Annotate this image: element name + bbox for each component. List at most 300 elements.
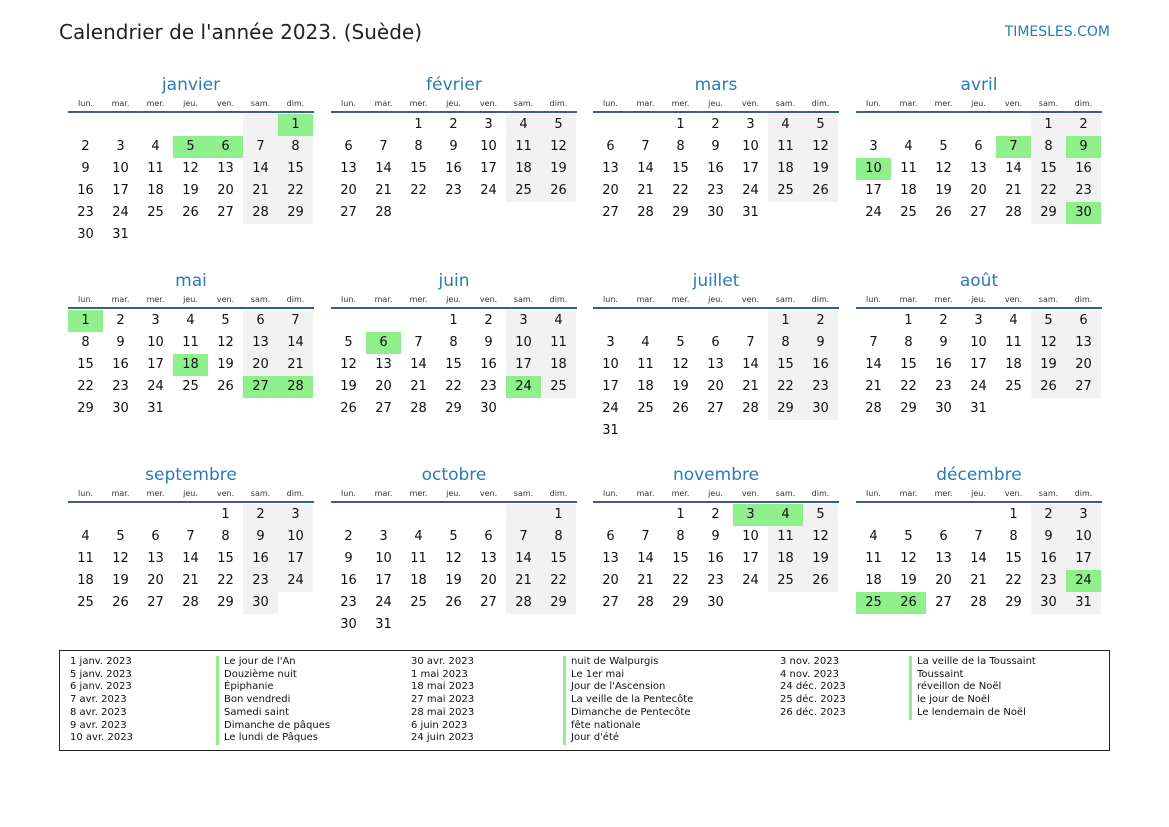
legend-date: 18 mai 2023: [411, 681, 475, 693]
day-cell: 15: [445, 357, 462, 372]
day-cell: 23: [803, 376, 838, 398]
day-cell: 17: [506, 354, 541, 376]
day-cell: 13: [970, 161, 987, 176]
weekday-label: mer.: [146, 99, 165, 108]
holiday-day-cell: 6: [366, 332, 401, 354]
day-cell: 15: [672, 551, 689, 566]
day-cell: 22: [1031, 180, 1066, 202]
day-cell: 6: [1066, 310, 1101, 332]
weekday-label: ven.: [1004, 489, 1023, 498]
day-grid: [856, 504, 1102, 614]
day-cell: 9: [344, 551, 353, 566]
day-cell: 20: [1066, 354, 1101, 376]
day-cell: 6: [484, 529, 493, 544]
day-cell: 21: [1005, 183, 1022, 198]
legend-holiday-name: Le 1er mai: [571, 668, 625, 680]
day-cell: 9: [116, 335, 125, 350]
day-cell: 9: [81, 161, 90, 176]
day-cell: 1: [768, 310, 803, 332]
month-11: [856, 465, 1102, 614]
day-cell: 5: [904, 529, 913, 544]
day-cell: 20: [375, 379, 392, 394]
day-cell: 25: [506, 180, 541, 202]
weekday-label: mar.: [636, 295, 655, 304]
day-cell: 6: [344, 139, 353, 154]
empty-day-cell: [366, 310, 401, 332]
day-cell: 26: [112, 595, 129, 610]
legend-holiday-name: fête nationale: [571, 719, 641, 731]
legend-date: 3 nov. 2023: [780, 656, 839, 667]
day-cell: 24: [742, 183, 759, 198]
day-cell: 23: [1066, 180, 1101, 202]
weekday-label: jeu.: [708, 295, 723, 304]
legend-dates-col-1: [70, 656, 133, 745]
day-cell: 24: [112, 205, 129, 220]
day-cell: 1: [904, 313, 913, 328]
day-cell: 2: [344, 529, 353, 544]
day-grid: [331, 114, 577, 224]
day-cell: 27: [147, 595, 164, 610]
empty-day-cell: [926, 504, 961, 526]
weekday-header: [331, 99, 577, 113]
legend-date: 27 mai 2023: [411, 694, 475, 706]
day-cell: 16: [1031, 548, 1066, 570]
day-cell: 14: [637, 551, 654, 566]
day-cell: 3: [606, 335, 615, 350]
day-cell: 26: [803, 570, 838, 592]
day-cell: 21: [410, 379, 427, 394]
day-cell: 16: [243, 548, 278, 570]
day-cell: 16: [340, 573, 357, 588]
day-cell: 8: [221, 529, 230, 544]
day-cell: 19: [217, 357, 234, 372]
day-cell: 26: [1031, 376, 1066, 398]
month-6: [593, 271, 839, 442]
day-cell: 16: [1066, 158, 1101, 180]
day-cell: 10: [602, 357, 619, 372]
day-cell: 4: [186, 313, 195, 328]
legend-dates-col-2: [411, 656, 474, 745]
day-cell: 17: [480, 161, 497, 176]
empty-day-cell: [401, 504, 436, 526]
day-cell: 21: [865, 379, 882, 394]
day-cell: 17: [1066, 548, 1101, 570]
day-cell: 3: [151, 313, 160, 328]
weekday-label: lun.: [341, 489, 356, 498]
day-cell: 16: [77, 183, 94, 198]
day-cell: 14: [243, 158, 278, 180]
day-cell: 12: [217, 335, 234, 350]
day-cell: 29: [768, 398, 803, 420]
day-cell: 25: [900, 205, 917, 220]
day-cell: 7: [641, 529, 650, 544]
day-cell: 2: [243, 504, 278, 526]
day-cell: 2: [1031, 504, 1066, 526]
day-cell: 27: [480, 595, 497, 610]
month-7: [856, 271, 1102, 420]
weekday-label: mer.: [146, 295, 165, 304]
legend-date: 24 déc. 2023: [780, 681, 846, 693]
legend-holiday-name: Toussaint: [917, 668, 964, 680]
day-cell: 22: [278, 180, 313, 202]
weekday-header: [593, 489, 839, 503]
weekday-header: [331, 295, 577, 309]
day-cell: 12: [1031, 332, 1066, 354]
day-cell: 25: [77, 595, 94, 610]
empty-day-cell: [68, 114, 103, 136]
day-cell: 29: [445, 401, 462, 416]
legend-names-col-3: [909, 656, 1036, 720]
weekday-label: sam.: [1038, 99, 1059, 108]
day-cell: 5: [939, 139, 948, 154]
day-cell: 5: [116, 529, 125, 544]
month-9: [331, 465, 577, 636]
day-cell: 15: [410, 161, 427, 176]
day-cell: 10: [742, 139, 759, 154]
day-cell: 10: [480, 139, 497, 154]
empty-day-cell: [961, 114, 996, 136]
weekday-label: mer.: [934, 99, 953, 108]
day-cell: 27: [707, 401, 724, 416]
day-cell: 13: [1066, 332, 1101, 354]
weekday-label: mar.: [111, 295, 130, 304]
day-cell: 16: [935, 357, 952, 372]
holiday-day-cell: 3: [733, 504, 768, 526]
weekday-label: lun.: [866, 99, 881, 108]
day-cell: 19: [1031, 354, 1066, 376]
legend-holiday-name: Épiphanie: [224, 681, 274, 693]
weekday-label: mer.: [146, 489, 165, 498]
day-cell: 23: [707, 183, 724, 198]
day-cell: 7: [641, 139, 650, 154]
day-cell: 19: [340, 379, 357, 394]
weekday-label: dim.: [811, 489, 830, 498]
legend-date: 6 janv. 2023: [70, 681, 132, 693]
day-cell: 13: [375, 357, 392, 372]
day-cell: 20: [707, 379, 724, 394]
day-cell: 24: [147, 379, 164, 394]
legend-holiday-name: Jour d'été: [571, 732, 620, 744]
empty-day-cell: [436, 504, 471, 526]
holiday-day-cell: 4: [768, 504, 803, 526]
day-cell: 25: [182, 379, 199, 394]
legend-holiday-name: Jour de l'Ascension: [571, 681, 666, 693]
empty-day-cell: [103, 504, 138, 526]
weekday-label: dim.: [286, 99, 305, 108]
day-cell: 16: [707, 551, 724, 566]
holiday-day-cell: 18: [173, 354, 208, 376]
weekday-label: jeu.: [971, 295, 986, 304]
legend-date: 1 mai 2023: [411, 668, 468, 680]
day-cell: 8: [676, 529, 685, 544]
day-cell: 7: [243, 136, 278, 158]
weekday-header: [593, 99, 839, 113]
day-cell: 21: [375, 183, 392, 198]
day-cell: 18: [147, 183, 164, 198]
weekday-label: dim.: [549, 99, 568, 108]
holiday-legend: [59, 650, 1110, 751]
day-cell: 13: [217, 161, 234, 176]
legend-holiday-name: Le lendemain de Noël: [917, 706, 1026, 718]
day-cell: 29: [77, 401, 94, 416]
day-cell: 22: [217, 573, 234, 588]
day-cell: 20: [970, 183, 987, 198]
day-cell: 7: [414, 335, 423, 350]
day-cell: 21: [970, 573, 987, 588]
day-cell: 18: [1005, 357, 1022, 372]
day-cell: 22: [445, 379, 462, 394]
day-cell: 31: [375, 617, 392, 632]
brand-link[interactable]: TIMESLES.COM: [1004, 24, 1110, 40]
weekday-label: jeu.: [183, 489, 198, 498]
day-cell: 1: [221, 507, 230, 522]
empty-day-cell: [856, 504, 891, 526]
day-cell: 14: [742, 357, 759, 372]
weekday-label: sam.: [250, 489, 271, 498]
weekday-label: mar.: [111, 489, 130, 498]
weekday-label: sam.: [513, 489, 534, 498]
weekday-label: sam.: [775, 99, 796, 108]
holiday-day-cell: 5: [173, 136, 208, 158]
day-cell: 25: [541, 376, 576, 398]
holiday-day-cell: 30: [1066, 202, 1101, 224]
day-cell: 28: [182, 595, 199, 610]
day-cell: 26: [541, 180, 576, 202]
empty-day-cell: [663, 310, 698, 332]
day-cell: 17: [147, 357, 164, 372]
weekday-label: jeu.: [708, 489, 723, 498]
day-cell: 17: [278, 548, 313, 570]
day-cell: 21: [742, 379, 759, 394]
day-cell: 31: [1066, 592, 1101, 614]
legend-holiday-name: Dimanche de pâques: [224, 719, 331, 731]
month-name: octobre: [421, 465, 487, 485]
weekday-label: jeu.: [708, 99, 723, 108]
day-cell: 22: [672, 573, 689, 588]
day-cell: 5: [803, 504, 838, 526]
day-cell: 28: [410, 401, 427, 416]
day-cell: 19: [445, 573, 462, 588]
weekday-label: lun.: [866, 295, 881, 304]
day-cell: 31: [602, 423, 619, 438]
day-cell: 29: [672, 205, 689, 220]
day-cell: 27: [602, 205, 619, 220]
day-cell: 23: [243, 570, 278, 592]
day-cell: 28: [742, 401, 759, 416]
day-cell: 16: [112, 357, 129, 372]
day-cell: 5: [449, 529, 458, 544]
day-cell: 6: [939, 529, 948, 544]
legend-date: 10 avr. 2023: [70, 732, 133, 744]
day-cell: 14: [865, 357, 882, 372]
month-name: mai: [175, 271, 207, 291]
day-cell: 2: [711, 117, 720, 132]
day-cell: 30: [243, 592, 278, 614]
day-cell: 29: [1031, 202, 1066, 224]
month-10: [593, 465, 839, 614]
day-cell: 25: [768, 180, 803, 202]
day-cell: 1: [1031, 114, 1066, 136]
day-cell: 10: [970, 335, 987, 350]
legend-date: 26 déc. 2023: [780, 706, 846, 718]
day-cell: 27: [375, 401, 392, 416]
day-cell: 12: [672, 357, 689, 372]
weekday-label: sam.: [1038, 489, 1059, 498]
weekday-label: dim.: [1074, 295, 1093, 304]
day-cell: 20: [340, 183, 357, 198]
day-cell: 11: [768, 526, 803, 548]
day-cell: 28: [243, 202, 278, 224]
day-cell: 11: [410, 551, 427, 566]
page-title: Calendrier de l'année 2023. (Suède): [59, 20, 422, 44]
day-cell: 21: [637, 573, 654, 588]
weekday-label: ven.: [1004, 99, 1023, 108]
day-grid: [856, 114, 1102, 224]
day-cell: 18: [541, 354, 576, 376]
day-cell: 26: [672, 401, 689, 416]
day-cell: 13: [935, 551, 952, 566]
month-name: novembre: [672, 465, 760, 485]
weekday-label: dim.: [286, 489, 305, 498]
day-cell: 13: [602, 161, 619, 176]
day-cell: 27: [602, 595, 619, 610]
day-cell: 1: [676, 507, 685, 522]
day-cell: 15: [541, 548, 576, 570]
day-cell: 2: [484, 313, 493, 328]
weekday-header: [68, 489, 314, 503]
weekday-label: dim.: [811, 295, 830, 304]
day-cell: 11: [900, 161, 917, 176]
day-cell: 18: [410, 573, 427, 588]
weekday-label: jeu.: [971, 99, 986, 108]
legend-holiday-name: le jour de Noël: [917, 694, 990, 706]
day-grid: [593, 310, 839, 442]
weekday-header: [856, 295, 1102, 309]
day-cell: 19: [900, 573, 917, 588]
weekday-header: [593, 295, 839, 309]
weekday-label: jeu.: [183, 99, 198, 108]
holiday-day-cell: 27: [243, 376, 278, 398]
weekday-label: mar.: [899, 295, 918, 304]
day-cell: 9: [711, 139, 720, 154]
day-grid: [68, 114, 314, 246]
legend-holiday-name: Douzième nuit: [224, 668, 297, 680]
day-cell: 12: [935, 161, 952, 176]
empty-day-cell: [628, 504, 663, 526]
empty-day-cell: [331, 114, 366, 136]
day-cell: 28: [637, 205, 654, 220]
day-cell: 14: [506, 548, 541, 570]
day-cell: 16: [480, 357, 497, 372]
weekday-label: mer.: [671, 489, 690, 498]
holiday-day-cell: 26: [891, 592, 926, 614]
day-cell: 22: [900, 379, 917, 394]
day-cell: 25: [147, 205, 164, 220]
weekday-label: mer.: [409, 99, 428, 108]
day-cell: 24: [480, 183, 497, 198]
day-cell: 23: [480, 379, 497, 394]
day-cell: 25: [768, 570, 803, 592]
day-cell: 25: [637, 401, 654, 416]
day-cell: 30: [803, 398, 838, 420]
weekday-label: sam.: [775, 295, 796, 304]
day-cell: 20: [935, 573, 952, 588]
empty-day-cell: [103, 114, 138, 136]
day-cell: 19: [112, 573, 129, 588]
day-cell: 14: [970, 551, 987, 566]
day-cell: 14: [410, 357, 427, 372]
day-grid: [856, 310, 1102, 420]
day-cell: 5: [676, 335, 685, 350]
empty-day-cell: [208, 114, 243, 136]
empty-day-cell: [138, 114, 173, 136]
empty-day-cell: [891, 504, 926, 526]
weekday-label: lun.: [603, 489, 618, 498]
empty-day-cell: [506, 504, 541, 526]
day-cell: 29: [541, 592, 576, 614]
weekday-label: mer.: [934, 295, 953, 304]
day-cell: 24: [865, 205, 882, 220]
day-cell: 20: [243, 354, 278, 376]
day-cell: 31: [742, 205, 759, 220]
legend-date: 8 avr. 2023: [70, 706, 127, 718]
day-cell: 22: [1005, 573, 1022, 588]
legend-holiday-name: Samedi saint: [224, 706, 290, 718]
day-cell: 9: [484, 335, 493, 350]
day-cell: 18: [506, 158, 541, 180]
day-cell: 26: [445, 595, 462, 610]
day-cell: 9: [1031, 526, 1066, 548]
day-cell: 6: [151, 529, 160, 544]
day-cell: 6: [606, 139, 615, 154]
legend-date: 4 nov. 2023: [780, 668, 839, 680]
weekday-label: dim.: [811, 99, 830, 108]
legend-names-col-2: [563, 656, 693, 745]
empty-day-cell: [593, 504, 628, 526]
day-cell: 7: [186, 529, 195, 544]
day-cell: 30: [707, 595, 724, 610]
month-name: mars: [694, 75, 738, 95]
day-cell: 26: [340, 401, 357, 416]
weekday-label: dim.: [549, 489, 568, 498]
legend-holiday-name: La veille de la Pentecôte: [571, 694, 694, 706]
weekday-label: ven.: [741, 489, 760, 498]
day-cell: 2: [116, 313, 125, 328]
day-cell: 21: [243, 180, 278, 202]
legend-date: 6 juin 2023: [411, 719, 468, 731]
day-cell: 31: [112, 227, 129, 242]
holiday-day-cell: 24: [1066, 570, 1101, 592]
day-cell: 11: [506, 136, 541, 158]
legend-date: 9 avr. 2023: [70, 719, 127, 731]
day-cell: 23: [112, 379, 129, 394]
day-cell: 10: [147, 335, 164, 350]
empty-day-cell: [856, 114, 891, 136]
weekday-label: mar.: [374, 99, 393, 108]
weekday-label: mar.: [899, 489, 918, 498]
month-5: [331, 271, 577, 420]
day-cell: 8: [449, 335, 458, 350]
day-cell: 11: [182, 335, 199, 350]
day-cell: 30: [77, 227, 94, 242]
day-cell: 3: [1066, 504, 1101, 526]
day-cell: 15: [217, 551, 234, 566]
day-cell: 16: [445, 161, 462, 176]
day-cell: 4: [768, 114, 803, 136]
day-cell: 26: [182, 205, 199, 220]
day-cell: 25: [410, 595, 427, 610]
weekday-label: ven.: [741, 99, 760, 108]
